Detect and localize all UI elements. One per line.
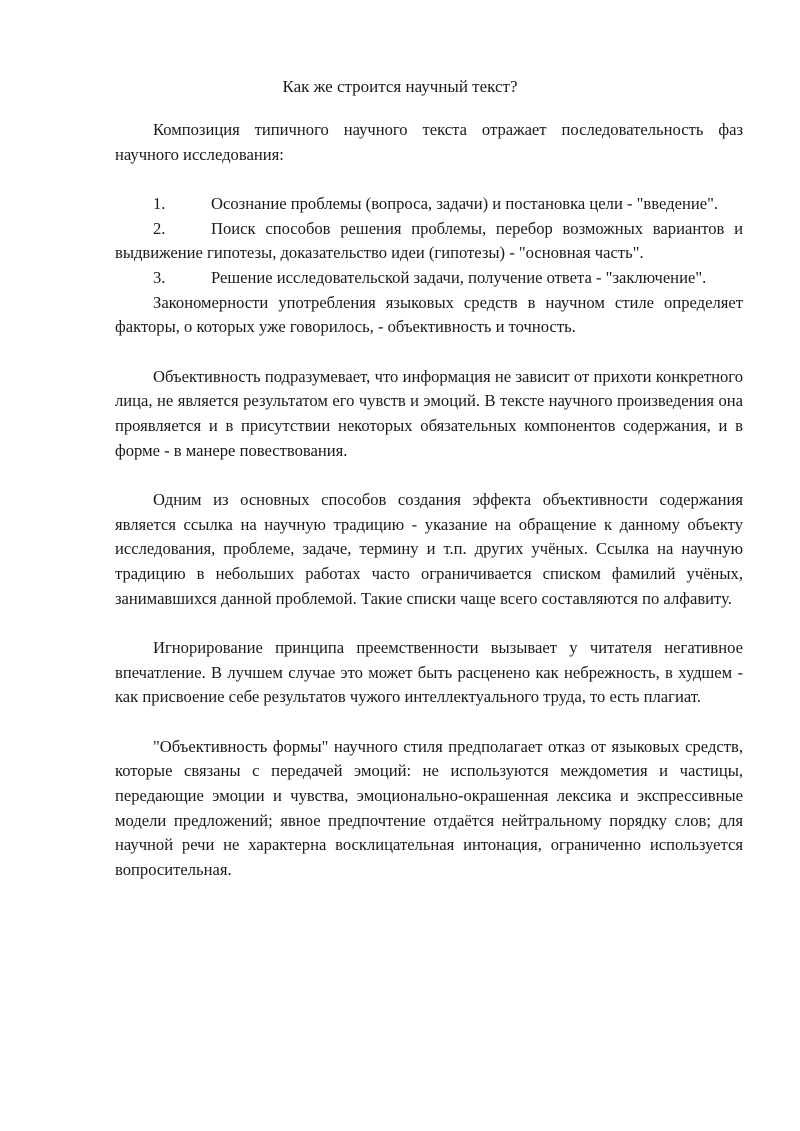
document-title: Как же строится научный текст? xyxy=(282,77,518,96)
paragraph: Одним из основных способов создания эффекта объективности содержания является ссылка на научную традицию - указание на обращение к данному объекту исследования, проблеме, задаче, термину и т.п. других учёных. Ссылка на научную традицию в небольших работах часто ограничивается списком фамилий учёных, занимавшихся данной проблемой. Такие списки чаще всего составляются по алфавиту. xyxy=(115,490,743,608)
paragraph: Объективность подразумевает, что информация не зависит от прихоти конкретного лица, не является результатом его чувств и эмоций. В тексте научного произведения она проявляется и в присутствии некоторых обязательных компонентов содержания, и в форме - в манере повествования. xyxy=(115,366,743,460)
paragraph: "Объективность формы" научного стиля предполагает отказ от языковых средств, которые связаны с передачей эмоций: не используются междометия и частицы, передающие эмоции и чувства, эмоционально-окрашенная лексика и экспрессивные модели предложений; явное предпочтение отдаётся нейтральному порядку слов; для научной речи не характерна восклицательная интонация, ограниченно используется вопросительная. xyxy=(115,736,743,879)
list-item-text: Осознание проблемы (вопроса, задачи) и постановка цели - "введение". xyxy=(211,194,719,214)
phase-list xyxy=(115,192,743,290)
list-item xyxy=(115,192,743,217)
list-item-number: 2. xyxy=(153,218,166,238)
document-body xyxy=(115,118,743,882)
intro-paragraph: Композиция типичного научного текста отражает последовательность фаз научного исследования: xyxy=(115,120,743,164)
list-item-text: Поиск способов решения проблемы, перебор возможных вариантов и выдвижение гипотезы, доказательство идеи (гипотезы) - "основная часть". xyxy=(115,218,743,263)
list-item-text: Решение исследовательской задачи, получение ответа - "заключение". xyxy=(211,267,707,287)
paragraph: Игнорирование принципа преемственности вызывает у читателя негативное впечатление. В лучшем случае это может быть расценено как небрежность, в худшем - как присвоение себе результатов чужого интеллектуального труда, то есть плагиат. xyxy=(115,638,743,707)
list-item-number: 3. xyxy=(153,267,166,287)
list-item xyxy=(115,266,743,291)
paragraph: Закономерности употребления языковых средств в научном стиле определяет факторы, о которых уже говорилось, - объективность и точность. xyxy=(115,292,743,337)
list-item xyxy=(115,217,743,266)
list-item-number: 1. xyxy=(153,194,166,214)
